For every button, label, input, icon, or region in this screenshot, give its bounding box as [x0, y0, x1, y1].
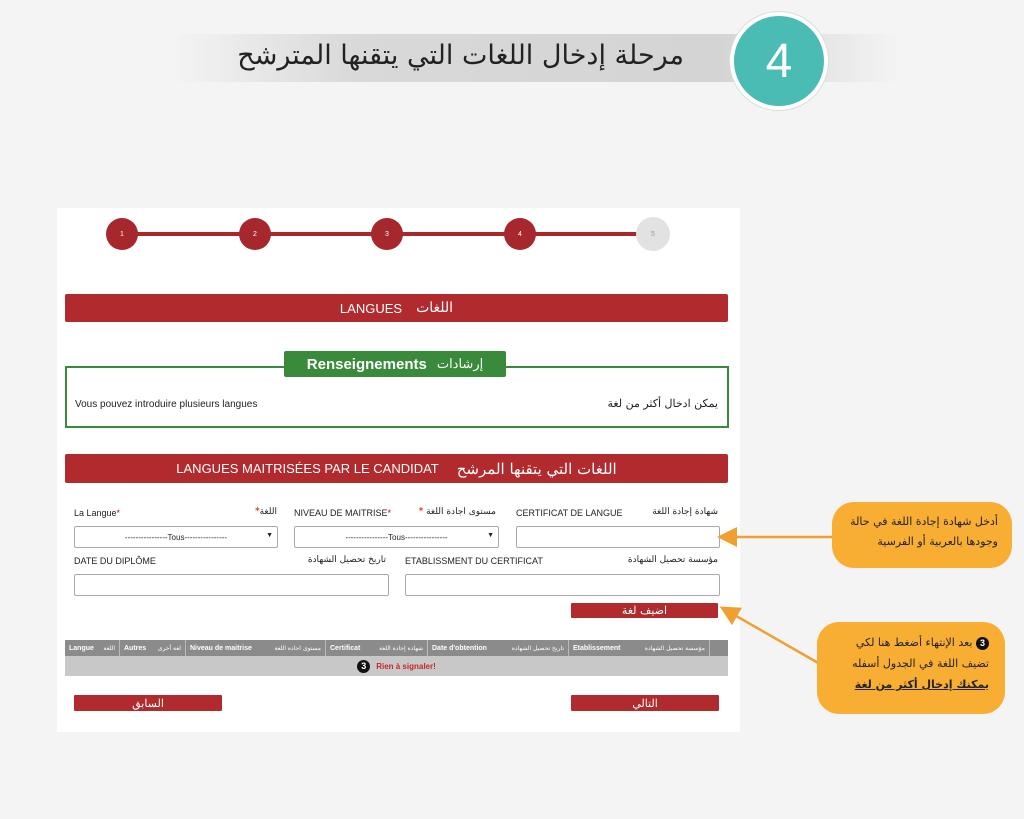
info-title	[284, 351, 506, 377]
callout2-line1: 3 بعد الإنتهاء أضغط هنا لكي	[833, 632, 989, 653]
niveau-label-ar: مستوى اجادة اللغة *	[418, 507, 496, 517]
next-button[interactable]: التالي	[571, 695, 719, 711]
column-niveau: Niveau de maitrise مستوى اجادة اللغة	[186, 640, 326, 656]
section-header-maitrisees	[65, 454, 728, 483]
chevron-down-icon: ▼	[266, 532, 273, 539]
info-title-ar: إرشادات	[436, 356, 484, 372]
date-label-ar: تاريخ تحصيل الشهادة	[307, 555, 386, 565]
callout1-line1: أدخل شهادة إجادة اللغة في حالة	[850, 515, 998, 528]
table-empty-row	[65, 656, 728, 676]
column-certificat: Certificat شهادة إجادة اللغة	[326, 640, 428, 656]
etablissement-label-ar: مؤسسة تحصيل الشهادة	[627, 555, 718, 565]
column-actions	[710, 640, 728, 656]
step-2[interactable]: 2	[239, 218, 271, 250]
etablissement-input[interactable]	[405, 574, 720, 596]
certificat-label: CERTIFICAT DE LANGUE	[516, 508, 623, 518]
callout1-line2: وجودها بالعربية أو الفرسية	[877, 535, 998, 548]
callout2-line2: تضيف اللغة في الجدول أسفله	[852, 657, 989, 670]
date-input[interactable]	[74, 574, 389, 596]
date-label: DATE DU DIPLÔME	[74, 556, 156, 566]
langue-select[interactable]: ----------------Tous---------------- ▼	[74, 526, 278, 548]
step-number-badge: 4	[730, 12, 828, 110]
callout-certificat	[832, 502, 1012, 568]
niveau-label: NIVEAU DE MAITRISE*	[294, 508, 392, 518]
languages-table-header	[65, 640, 728, 656]
column-date: Date d'obtention تاريخ تحصيل الشهادة	[428, 640, 569, 656]
section-maitrisees-fr: LANGUES MAITRISÉES PAR LE CANDIDAT	[176, 461, 439, 476]
callout-add-language	[817, 622, 1005, 714]
step-3[interactable]: 3	[371, 218, 403, 250]
page-title: مرحلة إدخال اللغات التي يتقنها المترشح	[237, 40, 684, 71]
info-text-fr: Vous pouvez introduire plusieurs langues	[75, 399, 258, 410]
step-5[interactable]: 5	[636, 217, 670, 251]
column-autres: Autres لغة أخرى	[120, 640, 186, 656]
certificat-input[interactable]	[516, 526, 720, 548]
callout2-line3: يمكنك إدخال أكثر من لغة	[854, 678, 989, 691]
niveau-select[interactable]: ----------------Tous---------------- ▼	[294, 526, 499, 548]
previous-button[interactable]: السابق	[74, 695, 222, 711]
section-maitrisees-ar: اللغات التي يتقنها المرشح	[456, 459, 617, 478]
info-title-fr: Renseignements	[306, 355, 427, 373]
add-language-button[interactable]: اضيف لغة	[571, 603, 718, 618]
section-title-fr: LANGUES	[339, 300, 403, 316]
section-title-ar: اللغات	[416, 300, 454, 316]
step-3-badge: 3	[357, 660, 370, 673]
langue-label-ar: اللغة*	[255, 507, 277, 517]
step-1[interactable]: 1	[106, 218, 138, 250]
column-langue: Langue اللغة	[65, 640, 120, 656]
langue-label: La Langue*	[74, 508, 121, 518]
section-header-langues	[65, 294, 728, 322]
column-etablissement: Etablissement مؤسسة تحصيل الشهادة	[569, 640, 710, 656]
etablissement-label: ETABLISSMENT DU CERTIFICAT	[405, 556, 543, 566]
certificat-label-ar: شهادة إجادة اللغة	[652, 507, 718, 517]
chevron-down-icon: ▼	[487, 532, 494, 539]
info-text-ar: يمكن ادخال أكثر من لغة	[607, 397, 718, 410]
step-4[interactable]: 4	[504, 218, 536, 250]
empty-message: Rien à signaler!	[376, 661, 436, 671]
